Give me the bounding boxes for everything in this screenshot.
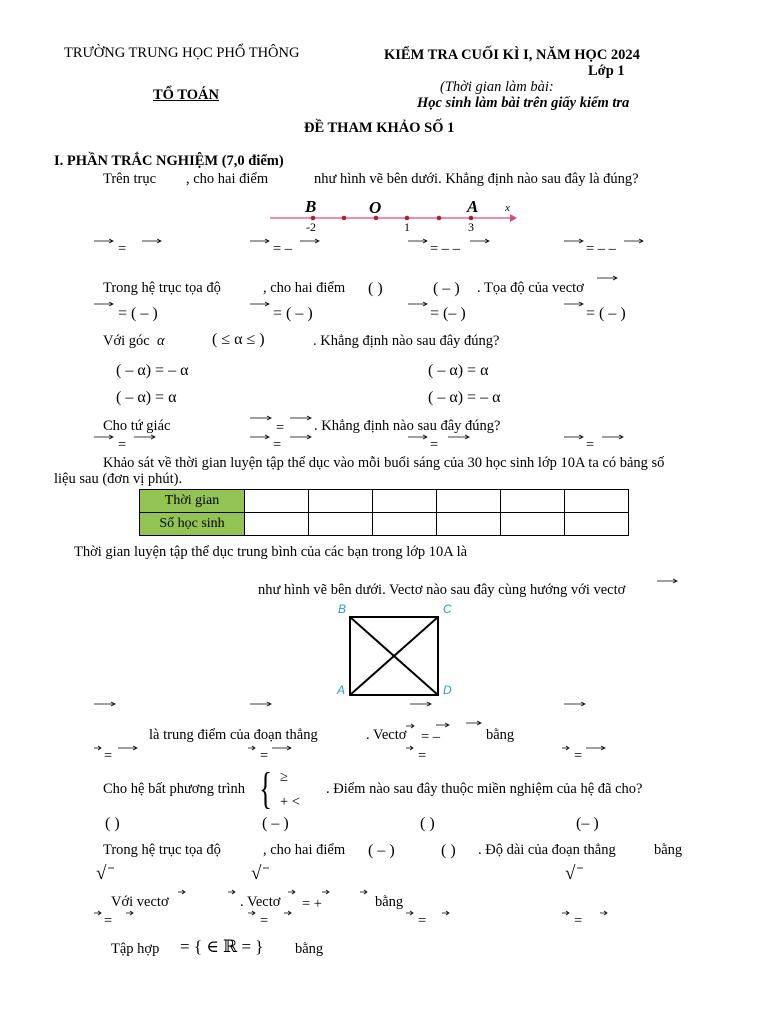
q1-text-a: Trên trục (103, 171, 157, 187)
q4-text-b: . Khẳng định nào sau đây đúng? (314, 418, 501, 434)
q10-text-c: bằng (375, 894, 404, 910)
q8-system-line-1: ≥ (280, 769, 288, 785)
q6-option-arrows (92, 699, 692, 709)
q2-vector-arrow (596, 274, 620, 282)
q10-text-b: . Vectơ (240, 894, 281, 910)
department: TỔ TOÁN (153, 87, 219, 103)
q1-option-c: = – – (430, 241, 460, 257)
number-axis (266, 196, 518, 236)
table-header-time: Thời gian (140, 490, 245, 513)
q2-option-d: = ( – ) (586, 305, 626, 322)
q9-text-b: , cho hai điểm (263, 842, 346, 858)
q10-option-c: = (418, 913, 427, 929)
table-row (140, 490, 629, 513)
q10-option-b: = (260, 913, 269, 929)
q1-option-a: = (118, 241, 127, 257)
q6-text: như hình vẽ bên dưới. Vectơ nào sau đây cùng hướng với vectơ (258, 582, 626, 598)
q7-text-c: bằng (486, 727, 515, 743)
square-label-c: C (443, 602, 452, 616)
q10-option-d: = (574, 913, 583, 929)
q8-option-b: ( – ) (262, 815, 289, 832)
q7-vector-arrows (404, 720, 484, 730)
q3-option-c: ( – α) = α (116, 389, 177, 406)
q2-point-a: ( ) (368, 280, 383, 297)
q7-option-b: = (260, 748, 269, 764)
q3-condition: ( ≤ α ≤ ) (212, 331, 265, 348)
q4-option-arrows (92, 432, 672, 442)
q10-text-a: Với vectơ (111, 894, 169, 910)
q9-option-a-sqrt: √ (96, 863, 107, 884)
q11-text-b: bằng (295, 941, 324, 957)
q4-vector-arrows (248, 413, 318, 423)
q1-vector-arrows (92, 236, 672, 246)
q2-option-b: = ( – ) (273, 305, 313, 322)
q3-text-a: Với góc (103, 333, 150, 349)
axis-tick-b: -2 (306, 220, 316, 234)
q3-text-b: . Khẳng định nào sau đây đúng? (313, 333, 500, 349)
q9-text-c: . Độ dài của đoạn thẳng (478, 842, 616, 858)
q3-alpha: α (157, 333, 165, 349)
axis-label-a: A (467, 197, 479, 216)
q5-question: Thời gian luyện tập thể dục trung bình của các bạn trong lớp 10A là (74, 544, 468, 560)
q4-text-a: Cho tứ giác (103, 418, 171, 434)
axis-label-b: B (305, 197, 317, 216)
instruction: Học sinh làm bài trên giấy kiểm tra (417, 95, 630, 111)
q7-option-d: = (574, 748, 583, 764)
q7-text-a: là trung điểm của đoạn thẳng (149, 727, 318, 743)
q2-point-b: ( – ) (433, 280, 460, 297)
q4-option-c: = (430, 437, 439, 453)
school-name: TRƯỜNG TRUNG HỌC PHỔ THÔNG (64, 45, 300, 61)
q4-equality: = (276, 420, 285, 436)
square-label-a: A (337, 683, 346, 697)
table-row (140, 513, 629, 536)
q7-option-a: = (104, 748, 113, 764)
q5-text: Khảo sát về thời gian luyện tập thể dục vào mỗi buổi sáng của 30 học sinh lớp 10A ta có bảng số (103, 455, 665, 471)
q1-option-b: = – (273, 241, 293, 257)
q2-option-c: = (– ) (430, 305, 466, 322)
q8-system-brace: { (259, 764, 272, 813)
q2-vector-arrows (92, 299, 672, 309)
q9-text-d: bằng (654, 842, 683, 858)
q10-vector-arrows (176, 888, 376, 898)
q8-text-a: Cho hệ bất phương trình (103, 781, 245, 797)
section-title: I. PHẦN TRẮC NGHIỆM (7,0 điểm) (54, 153, 284, 169)
q3-option-d: ( – α) = – α (428, 389, 501, 406)
table-header-students: Số học sinh (140, 513, 245, 536)
exam-code: ĐỀ THAM KHẢO SỐ 1 (304, 120, 455, 136)
axis-point-2 (437, 216, 442, 221)
q10-option-arrows (92, 909, 612, 917)
q7-option-c: = (418, 748, 427, 764)
q7-option-arrows (92, 743, 652, 753)
q1-text-b: , cho hai điểm (186, 171, 269, 187)
square-figure (346, 614, 442, 698)
axis-tick-a: 3 (468, 220, 474, 234)
square-label-d: D (443, 683, 452, 697)
data-table (139, 489, 629, 536)
q9-point-b: ( ) (441, 842, 456, 859)
q11-set: = { ∈ ℝ = } (180, 937, 264, 956)
axis-label-x: x (505, 202, 510, 214)
q5-text-2: liệu sau (đơn vị phút). (54, 471, 183, 487)
q4-option-a: = (118, 437, 127, 453)
q9-option-d-sqrt: √ (565, 863, 576, 884)
q4-option-d: = (586, 437, 595, 453)
q4-option-b: = (273, 437, 282, 453)
q8-option-c: ( ) (420, 815, 435, 832)
q8-text-b: . Điểm nào sau đây thuộc miền nghiệm của hệ đã cho? (326, 781, 643, 797)
square-label-b: B (338, 602, 347, 616)
q8-system-line-2: + < (280, 794, 300, 810)
q11-text-a: Tập hợp (111, 941, 160, 957)
q10-option-a: = (104, 913, 113, 929)
axis-tick-1: 1 (404, 220, 410, 234)
q6-vector-arrow (656, 577, 680, 585)
axis-label-o: O (369, 198, 382, 217)
q2-text-c: . Tọa độ của vectơ (477, 280, 584, 296)
q10-equation: = + (302, 896, 322, 912)
q1-text-c: như hình vẽ bên dưới. Khẳng định nào sau đây là đúng? (314, 171, 639, 187)
q9-point-a: ( – ) (368, 842, 395, 859)
q3-option-a: ( – α) = – α (116, 362, 189, 379)
axis-point-mid1 (342, 216, 347, 221)
q7-text-b: . Vectơ (366, 727, 407, 743)
q1-option-d: = – – (586, 241, 616, 257)
q2-option-a: = ( – ) (118, 305, 158, 322)
q8-option-a: ( ) (105, 815, 120, 832)
q9-sqrt-bars (94, 866, 594, 872)
exam-title: KIỂM TRA CUỐI KÌ I, NĂM HỌC 2024 (384, 47, 640, 63)
exam-grade: Lớp 1 (588, 63, 625, 79)
q7-equation: = – (421, 729, 441, 745)
q2-text-b: , cho hai điểm (263, 280, 346, 296)
q9-option-b-sqrt: √ (251, 863, 262, 884)
q3-option-b: ( – α) = α (428, 362, 489, 379)
time-note: (Thời gian làm bài: (440, 79, 554, 95)
q9-text-a: Trong hệ trục tọa độ (103, 842, 221, 858)
q8-option-d: (– ) (576, 815, 599, 832)
q2-text-a: Trong hệ trục tọa độ (103, 280, 221, 296)
